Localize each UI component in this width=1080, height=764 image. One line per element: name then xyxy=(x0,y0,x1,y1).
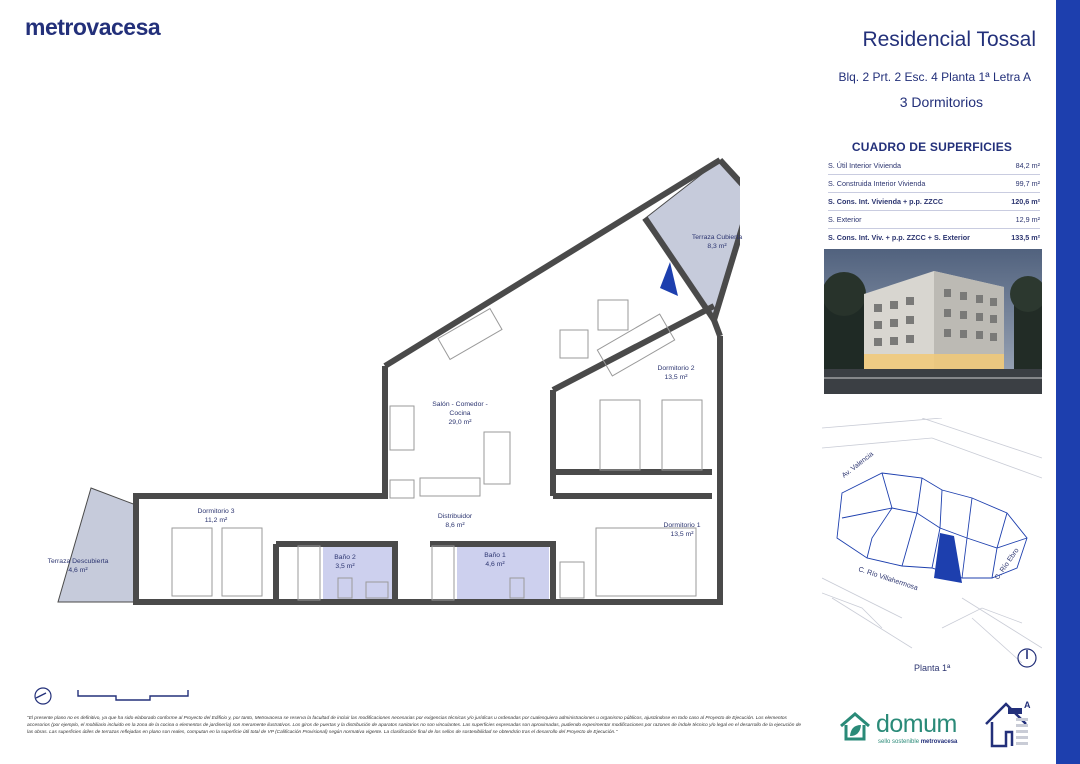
room-distribuidor: Distribuidor 8,6 m² xyxy=(437,513,473,529)
energy-rating-icon xyxy=(984,698,1032,750)
room-bano-2: Baño 2 3,5 m² xyxy=(334,554,356,570)
map-street-rio-ebro: C. Río Ebro xyxy=(993,547,1021,582)
map-street-rio-villahermosa: C. Río Villahermosa xyxy=(857,566,919,593)
compass-icon xyxy=(35,688,51,704)
room-dormitorio-2: Dormitorio 2 13,5 m² xyxy=(657,365,695,381)
unit-identifier: Blq. 2 Prt. 2 Esc. 4 Planta 1ª Letra A xyxy=(838,70,1031,84)
metrovacesa-logo: metrovacesa xyxy=(25,14,161,40)
room-terraza-cubierta: Terraza Cubierta 8,3 m² xyxy=(691,234,743,250)
floor-plan xyxy=(40,150,740,620)
page-title: Residencial Tossal xyxy=(862,28,1036,51)
surfaces-table-title: CUADRO DE SUPERFICIES xyxy=(851,140,1013,154)
surfaces-row xyxy=(828,211,1040,229)
north-compass-icon xyxy=(1017,648,1037,668)
surfaces-row-label: S. Cons. Int. Viv. + p.p. ZZCC + S. Exterior xyxy=(828,233,970,242)
bedroom-count: 3 Dormitorios xyxy=(899,94,983,110)
svg-text:A: A xyxy=(1024,700,1031,710)
map-street-av-valencia: Av. Valencia xyxy=(840,450,875,480)
room-dormitorio-1: Dormitorio 1 13,5 m² xyxy=(663,522,701,538)
surfaces-row-label: S. Exterior xyxy=(828,215,862,224)
surfaces-row xyxy=(828,157,1040,175)
room-terraza-descubierta: Terraza Descubierta 4,6 m² xyxy=(47,558,109,574)
surfaces-row-value: 99,7 m² xyxy=(1015,179,1040,188)
room-salon-comedor-cocina: Salón - Comedor - Cocina 29,0 m² xyxy=(432,401,488,426)
surfaces-table xyxy=(828,157,1040,246)
room-dormitorio-3: Dormitorio 3 11,2 m² xyxy=(197,508,235,524)
surfaces-row xyxy=(828,175,1040,193)
legal-disclaimer: "El presente plano no es definitivo, ya que ha sido elaborado conforme al Proyecto del Edificio y, por tanto, Metrovacesa se reserva la facultad de incluir las modificaciones necesarias por exigencias técnicas y/o jurídicas u ordenadas por cualesquiera administraciones u organismo públicos, ajustándose en todo caso al Proyecto de Ejecución. Los elementos accesorios (por ejemplo, el mobiliario incluido en la zona de la cocina o elementos de jardinería) son meramente ilustrativos. Los giros de puertas y la distribución de aparatos sanitarios no son vinculantes. Las superficies expresadas son aproximadas, pudiendo experimentar modificaciones por razones de índole técnico y/o legal en el desarrollo de la ejecución de las obras. Las superficies útiles de terrazas reflejadas en plano son reales, computan en la superficie útil total de VP (Calificación Provisional) según normativa vigente. La clasificación final de los sellos de sostenibilidad se obtendrán tras el desarrollo del Proyecto de Ejecución." xyxy=(27,716,802,735)
location-map xyxy=(822,418,1042,663)
surfaces-row xyxy=(828,229,1040,246)
surfaces-row-value: 84,2 m² xyxy=(1015,161,1040,170)
scale-bar xyxy=(30,686,200,706)
surfaces-row-value: 133,5 m² xyxy=(1011,233,1040,242)
surfaces-row xyxy=(828,193,1040,211)
domum-house-leaf-icon xyxy=(838,710,872,742)
surfaces-row-label: S. Construida Interior Vivienda xyxy=(828,179,926,188)
brand-side-bar xyxy=(1056,0,1080,764)
floor-label: Planta 1ª xyxy=(914,663,951,673)
terraza-descubierta-area xyxy=(58,488,136,602)
surfaces-row-value: 12,9 m² xyxy=(1015,215,1040,224)
surfaces-row-label: S. Útil Interior Vivienda xyxy=(828,161,901,170)
surfaces-row-label: S. Cons. Int. Vivienda + p.p. ZZCC xyxy=(828,197,944,206)
domum-seal: domum sello sostenible metrovacesa xyxy=(838,708,970,748)
building-render-photo xyxy=(824,249,1042,394)
room-bano-1: Baño 1 4,6 m² xyxy=(484,552,506,568)
surfaces-row-value: 120,6 m² xyxy=(1011,197,1040,206)
